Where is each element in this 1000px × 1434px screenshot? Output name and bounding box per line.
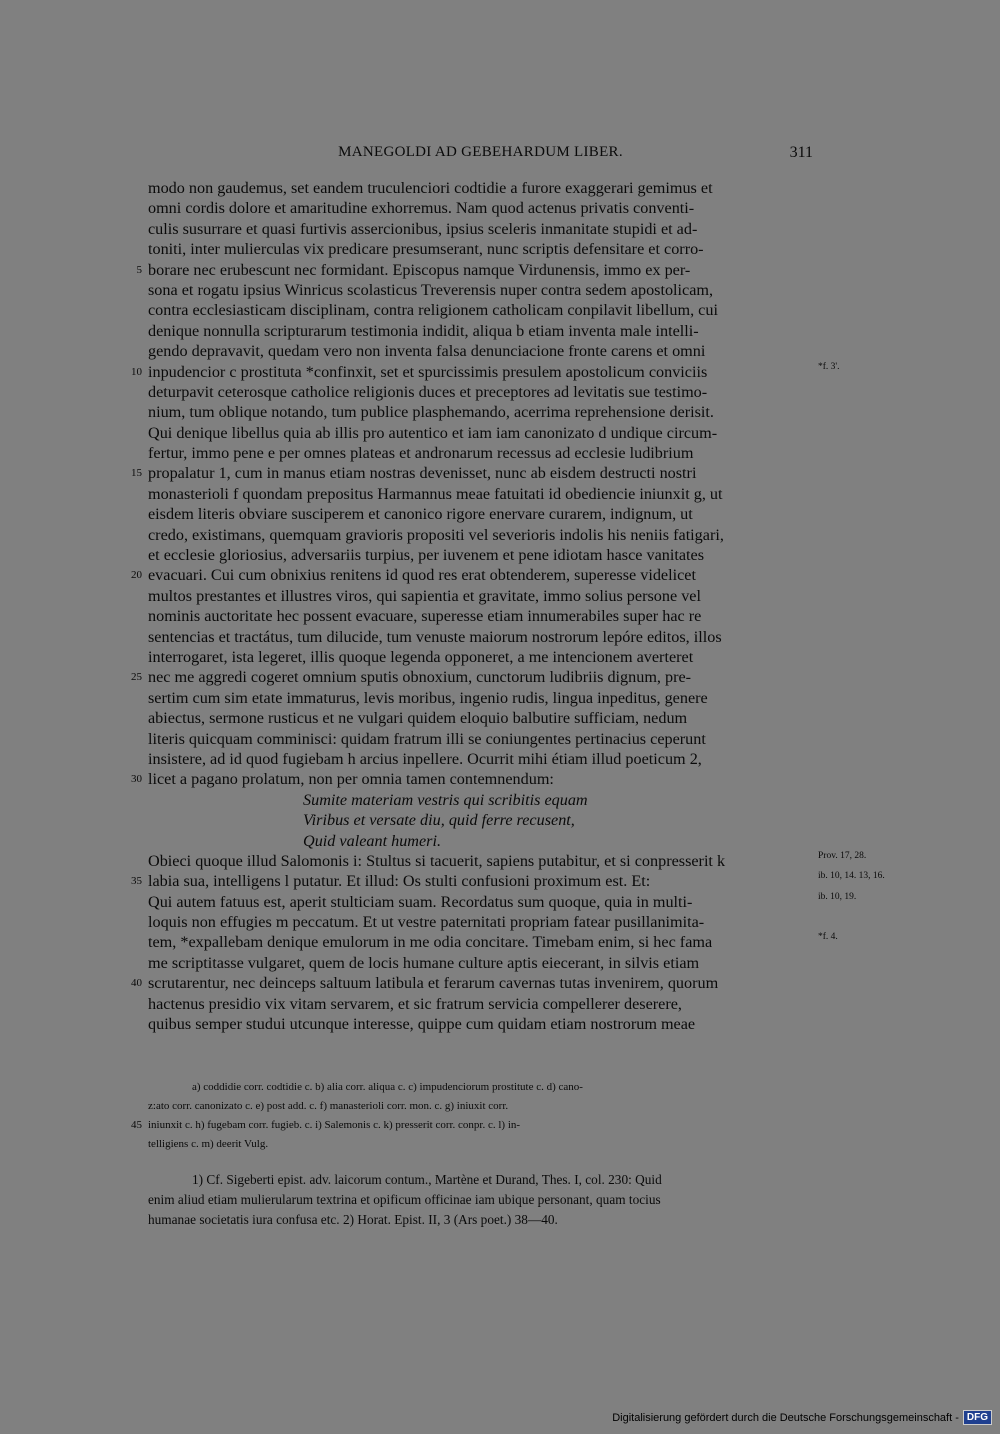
line-text: loquis non effugies m peccatum. Et ut vestre paternitati propriam fatear pusillanimita- xyxy=(148,913,705,932)
line-text: nium, tum oblique notando, tum publice plasphemando, acerrima reprehensione derisit. xyxy=(148,403,714,422)
line-number: 20 xyxy=(131,569,142,582)
text-line xyxy=(148,423,813,443)
line-text: labia sua, intelligens l putatur. Et illud: Os stulti confusioni proximum est. Et: xyxy=(148,872,651,891)
text-line xyxy=(136,260,813,280)
line-text: culis susurrare et quasi furtivis assercionibus, ipsius sceleris inmanitate stupidi et ad- xyxy=(148,219,698,238)
line-number: 45 xyxy=(131,1119,142,1131)
line-text: literis quicquam comminisci: quidam fratrum illi se coniungentes pertinacius ceperunt xyxy=(148,729,706,748)
text-line xyxy=(131,769,813,789)
text-line xyxy=(148,443,813,463)
line-text: z:ato corr. canonizato c. e) post add. c. f) manasterioli corr. mon. c. g) iniuxit corr. xyxy=(148,1100,509,1112)
footnote-line: 1) Cf. Sigeberti epist. adv. laicorum contum., Martène et Durand, Thes. I, col. 230: Quid xyxy=(192,1172,662,1187)
text-line xyxy=(148,321,813,341)
text-line xyxy=(148,198,813,218)
text-line xyxy=(148,953,813,973)
footnote-line: enim aliud etiam mulierularum textrina et opificum officinae iam ubique personant, quam tocius xyxy=(148,1192,661,1208)
text-line xyxy=(148,341,813,361)
line-text: sertim cum sim etate immaturus, levis moribus, ingenio rudis, lingua inpeditus, genere xyxy=(148,688,708,707)
footnote-line: humanae societatis iura confusa etc. 2) Horat. Epist. II, 3 (Ars poet.) 38—40. xyxy=(148,1212,558,1228)
line-text: Obieci quoque illud Salomonis i: Stultus si tacuerit, sapiens putabitur, et si conpresserit k xyxy=(148,851,726,870)
margin-note: *f. 4. xyxy=(818,932,838,943)
text-line xyxy=(148,178,813,198)
line-text: nec me aggredi cogeret omnium sputis obnoxium, cunctorum ludibriis dignum, pre- xyxy=(148,668,692,687)
text-line xyxy=(148,219,813,239)
verse-line: Sumite materiam vestris qui scribitis equam xyxy=(303,790,588,809)
line-text: tem, *expallebam denique emulorum in me odia concitare. Timebam enim, si hec fama xyxy=(148,933,713,952)
footnotes xyxy=(148,1170,813,1231)
text-line xyxy=(131,667,813,687)
line-number: 5 xyxy=(136,263,142,276)
line-text: a) coddidie corr. codtidie c. b) alia corr. aliqua c. c) impudenciorum prostitute c. d) cano- xyxy=(192,1081,583,1093)
text-line xyxy=(148,891,857,912)
line-text: evacuari. Cui cum obnixius renitens id quod res erat obtenderem, superesse videlicet xyxy=(148,566,696,585)
line-number: 25 xyxy=(131,671,142,684)
line-text: nominis auctoritate hec possent evacuare, superesse etiam innumerabiles super hac re xyxy=(148,607,702,626)
text-line xyxy=(148,586,813,606)
line-text: quibus semper studui utcunque interesse, quippe cum quidam etiam nostrorum meae xyxy=(148,1015,696,1034)
line-text: inpudencior c prostituta *confinxit, set et spurcissimis presulem apostolicum conviciis xyxy=(148,362,708,381)
margin-note: ib. 10, 19. xyxy=(818,891,857,902)
line-text: Qui autem fatuus est, aperit stulticiam suam. Recordatus sum quoque, quia in multi- xyxy=(148,892,693,911)
text-line xyxy=(148,912,813,932)
text-line xyxy=(148,402,813,422)
text-line xyxy=(131,463,813,483)
margin-note: Prov. 17, 28. xyxy=(818,850,867,861)
text-line xyxy=(131,361,840,382)
text-line xyxy=(131,565,813,585)
text-line xyxy=(148,647,813,667)
text-line xyxy=(148,545,813,565)
line-text: Qui denique libellus quia ab illis pro autentico et iam iam canonizato d undique circum- xyxy=(148,423,718,442)
line-text: eisdem literis obviare susciperem et canonico rigore enervare curarem, indignum, ut xyxy=(148,505,693,524)
text-line xyxy=(148,688,813,708)
text-line xyxy=(148,729,813,749)
text-line xyxy=(148,239,813,259)
text-line xyxy=(148,504,813,524)
text-line xyxy=(131,973,813,993)
text-line xyxy=(131,871,885,891)
line-text: monasterioli f quondam prepositus Harmannus meae fatuitati id obediencie iniunxit g, ut xyxy=(148,484,723,503)
line-text: scrutarentur, nec deinceps saltuum latibula et ferarum cavernas tutas invenirem, quorum xyxy=(148,974,719,993)
margin-note: ib. 10, 14. 13, 16. xyxy=(818,871,885,882)
text-line xyxy=(148,382,813,402)
text-line xyxy=(148,300,813,320)
text-line xyxy=(148,1078,813,1097)
dfg-banner-text: Digitalisierung gefördert durch die Deutsche Forschungsgemeinschaft - xyxy=(612,1411,959,1424)
page-number: 311 xyxy=(789,144,813,161)
line-text: toniti, inter mulierculas vix predicare presumserant, nunc scriptis defensitare et corro- xyxy=(148,240,704,259)
line-number: 35 xyxy=(131,875,142,888)
margin-note: *f. 3'. xyxy=(818,361,840,372)
text-line xyxy=(148,749,813,769)
dfg-banner xyxy=(612,1410,992,1425)
line-text: borare nec erubescunt nec formidant. Episcopus namque Virdunensis, immo ex per- xyxy=(148,260,691,279)
text-line xyxy=(148,484,813,504)
text-line xyxy=(148,994,813,1014)
line-text: omni cordis dolore et amaritudine exhorremus. Nam quod actenus privatis conventi- xyxy=(148,199,695,218)
text-line xyxy=(148,525,813,545)
line-text: interrogaret, ista legeret, illis quoque legenda opponeret, a me intencionem averteret xyxy=(148,647,694,666)
verse-line: Quid valeant humeri. xyxy=(303,831,442,850)
line-text: sona et rogatu ipsius Winricus scolasticus Treverensis nuper contra sedem apostolicam, xyxy=(148,280,714,299)
line-number: 15 xyxy=(131,467,142,480)
line-text: licet a pagano prolatum, non per omnia tamen contemnendum: xyxy=(148,770,554,789)
line-text: telligiens c. m) deerit Vulg. xyxy=(148,1138,269,1150)
line-text: deturpavit ceterosque catholice religionis duces et preceptores ad levitatis sue testimo- xyxy=(148,382,708,401)
text-line xyxy=(148,932,838,952)
text-line xyxy=(148,1097,813,1116)
line-text: iniunxit c. h) fugebam corr. fugieb. c. i) Salemonis c. k) presserit corr. conpr. c. l) in- xyxy=(148,1119,521,1131)
text-line xyxy=(148,627,813,647)
text-line xyxy=(148,1014,813,1034)
line-text: et ecclesie gloriosius, adversariis turpius, per iuvenem et pene idiotam hasce vanitates xyxy=(148,546,705,565)
line-number: 30 xyxy=(131,773,142,786)
line-text: gendo depravavit, quedam vero non inventa falsa denunciacione fronte carens et omni xyxy=(148,342,706,361)
line-text: insistere, ad id quod fugiebam h arcius inpellere. Ocurrit mihi étiam illud poeticum 2, xyxy=(148,749,702,768)
line-number: 10 xyxy=(131,365,142,378)
text-line xyxy=(148,708,813,728)
line-text: contra ecclesiasticam disciplinam, contra religionem catholicam conpilavit libellum, cui xyxy=(148,301,718,320)
line-text: credo, existimans, quemquam gravioris propositi vel severioris indolis his neniis fatigari, xyxy=(148,525,724,544)
line-text: me scriptitasse vulgaret, quem de locis humane culture aptis eiecerant, in silvis etiam xyxy=(148,953,700,972)
main-text xyxy=(131,178,885,1034)
text-line xyxy=(148,280,813,300)
running-title: MANEGOLDI AD GEBEHARDUM LIBER. xyxy=(338,144,623,160)
text-line xyxy=(148,1135,813,1154)
line-text: sentencias et tractátus, tum dilucide, tum venuste maiorum nostrorum lepóre editos, illos xyxy=(148,627,722,646)
text-line xyxy=(131,1116,813,1135)
line-text: propalatur 1, cum in manus etiam nostras devenisset, nunc ab eisdem destructi nostri xyxy=(148,464,697,483)
line-text: abiectus, sermone rusticus et ne vulgari quidem eloquio balbutire sufficiam, nedum xyxy=(148,709,688,728)
text-line xyxy=(148,606,813,626)
line-number: 40 xyxy=(131,977,142,990)
line-text: multos prestantes et illustres viros, qui sapientia et gravitate, immo solius persone vel xyxy=(148,586,701,605)
running-header xyxy=(148,144,813,166)
dfg-logo: DFG xyxy=(963,1410,992,1425)
line-text: denique nonnulla scripturarum testimonia indidit, aliqua b etiam inventa male intelli- xyxy=(148,321,699,340)
verse-line: Viribus et versate diu, quid ferre recusent, xyxy=(303,811,575,830)
line-text: hactenus presidio vix vitam servarem, et sic fratrum servicia compellerer deserere, xyxy=(148,994,682,1013)
critical-apparatus xyxy=(131,1078,813,1154)
line-text: fertur, immo pene e per omnes plateas et andronarum recessus ad ecclesie ludibrium xyxy=(148,444,694,463)
line-text: modo non gaudemus, set eandem truculenciori codtidie a furore exaggerari gemimus et xyxy=(148,179,713,197)
text-line xyxy=(148,850,867,871)
